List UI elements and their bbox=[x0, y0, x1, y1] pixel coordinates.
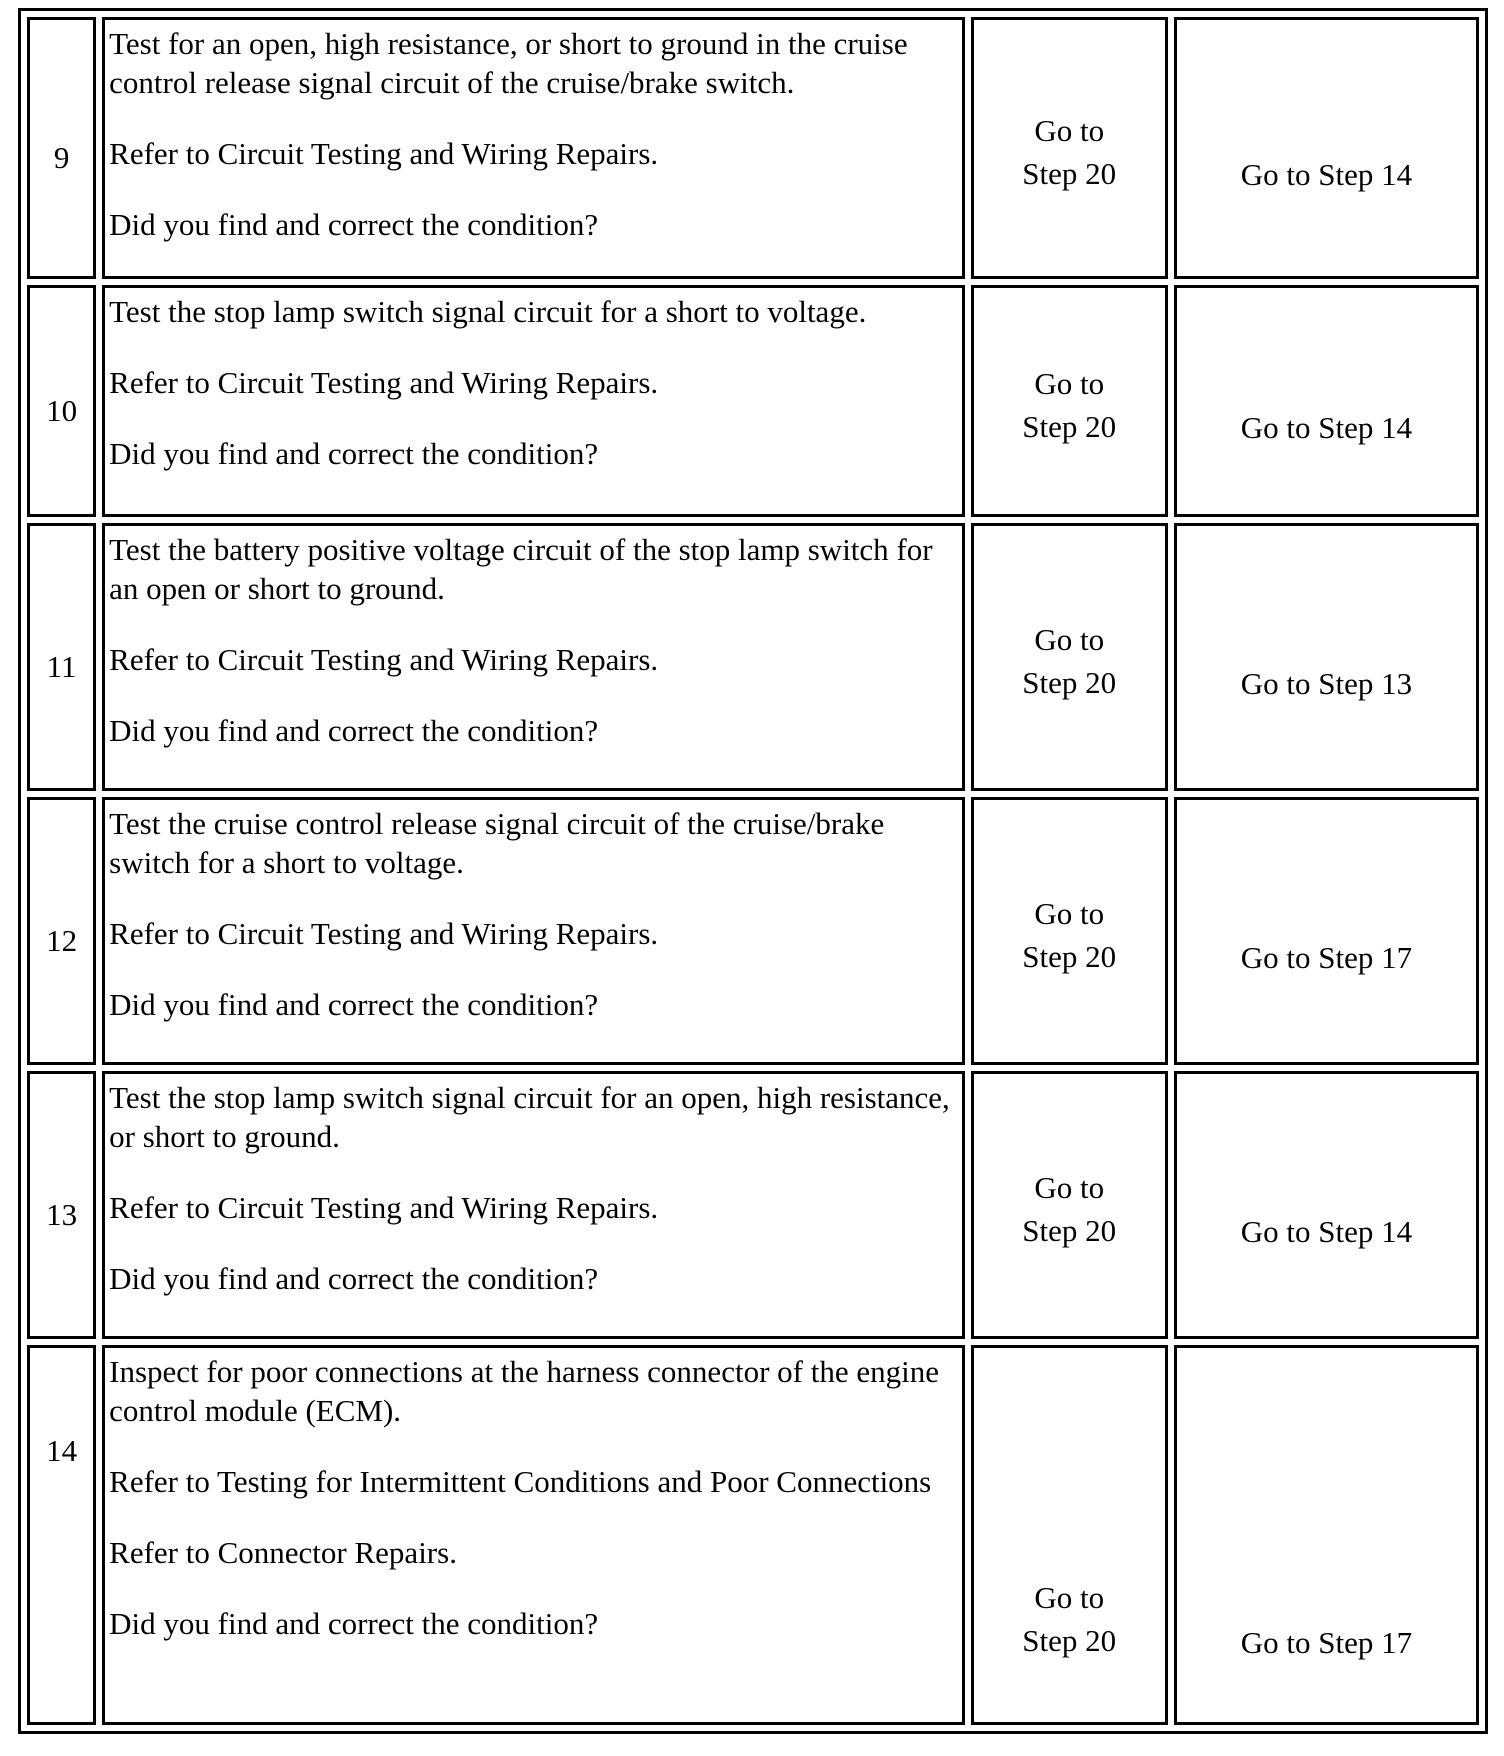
action-cell bbox=[102, 797, 964, 1065]
yes-cell bbox=[971, 797, 1168, 1065]
yes-label-line1: Go to bbox=[1034, 366, 1105, 401]
yes-label-line2: Step 20 bbox=[1022, 1213, 1117, 1248]
action-text: Did you find and correct the condition? bbox=[109, 207, 599, 242]
table-row bbox=[27, 1345, 1479, 1725]
no-cell: Go to Step 17 bbox=[1174, 1345, 1479, 1725]
step-number: 14 bbox=[27, 1345, 96, 1725]
diagnostic-table bbox=[18, 8, 1488, 1734]
action-text: Did you find and correct the condition? bbox=[109, 713, 599, 748]
action-cell bbox=[102, 523, 964, 791]
yes-label-line1: Go to bbox=[1034, 113, 1105, 148]
step-number: 13 bbox=[27, 1071, 96, 1339]
step-number: 9 bbox=[27, 17, 96, 279]
action-cell bbox=[102, 285, 964, 517]
yes-label-line1: Go to bbox=[1034, 622, 1105, 657]
table-row bbox=[27, 523, 1479, 791]
yes-label-line1: Go to bbox=[1034, 896, 1105, 931]
yes-label-line2: Step 20 bbox=[1022, 939, 1117, 974]
table-row bbox=[27, 285, 1479, 517]
action-cell bbox=[102, 1345, 964, 1725]
action-text: Refer to Circuit Testing and Wiring Repairs. bbox=[109, 365, 659, 400]
action-text: Test the stop lamp switch signal circuit for an open, high resistance, or short to ground. bbox=[109, 1080, 950, 1154]
action-text: Did you find and correct the condition? bbox=[109, 1606, 599, 1641]
yes-label-line2: Step 20 bbox=[1022, 156, 1117, 191]
action-text: Did you find and correct the condition? bbox=[109, 987, 599, 1022]
step-number: 11 bbox=[27, 523, 96, 791]
table-row bbox=[27, 17, 1479, 279]
table-row bbox=[27, 797, 1479, 1065]
action-text: Test for an open, high resistance, or short to ground in the cruise control release signal circuit of the cruise/brake switch. bbox=[109, 26, 908, 100]
action-text: Did you find and correct the condition? bbox=[109, 1261, 599, 1296]
action-text: Refer to Testing for Intermittent Conditions and Poor Connections bbox=[109, 1464, 932, 1499]
yes-label-line1: Go to bbox=[1034, 1170, 1105, 1205]
no-cell: Go to Step 14 bbox=[1174, 1071, 1479, 1339]
no-cell: Go to Step 14 bbox=[1174, 285, 1479, 517]
action-text: Refer to Circuit Testing and Wiring Repairs. bbox=[109, 916, 659, 951]
table-row bbox=[27, 1071, 1479, 1339]
no-cell: Go to Step 17 bbox=[1174, 797, 1479, 1065]
yes-label-line2: Step 20 bbox=[1022, 1623, 1117, 1658]
action-text: Inspect for poor connections at the harness connector of the engine control module (ECM). bbox=[109, 1354, 939, 1428]
yes-label-line2: Step 20 bbox=[1022, 409, 1117, 444]
yes-cell bbox=[971, 1071, 1168, 1339]
step-number: 10 bbox=[27, 285, 96, 517]
yes-label-line2: Step 20 bbox=[1022, 665, 1117, 700]
action-text: Refer to Connector Repairs. bbox=[109, 1535, 457, 1570]
action-text: Refer to Circuit Testing and Wiring Repairs. bbox=[109, 136, 659, 171]
action-cell bbox=[102, 1071, 964, 1339]
action-text: Refer to Circuit Testing and Wiring Repairs. bbox=[109, 642, 659, 677]
action-text: Refer to Circuit Testing and Wiring Repairs. bbox=[109, 1190, 659, 1225]
yes-cell bbox=[971, 1345, 1168, 1725]
action-text: Test the stop lamp switch signal circuit for a short to voltage. bbox=[109, 294, 867, 329]
yes-cell bbox=[971, 285, 1168, 517]
yes-cell bbox=[971, 523, 1168, 791]
no-cell: Go to Step 14 bbox=[1174, 17, 1479, 279]
no-cell: Go to Step 13 bbox=[1174, 523, 1479, 791]
yes-cell bbox=[971, 17, 1168, 279]
action-text: Did you find and correct the condition? bbox=[109, 436, 599, 471]
action-text: Test the battery positive voltage circuit of the stop lamp switch for an open or short to ground. bbox=[109, 532, 933, 606]
yes-label-line1: Go to bbox=[1034, 1580, 1105, 1615]
action-cell bbox=[102, 17, 964, 279]
action-text: Test the cruise control release signal circuit of the cruise/brake switch for a short to voltage. bbox=[109, 806, 885, 880]
step-number: 12 bbox=[27, 797, 96, 1065]
